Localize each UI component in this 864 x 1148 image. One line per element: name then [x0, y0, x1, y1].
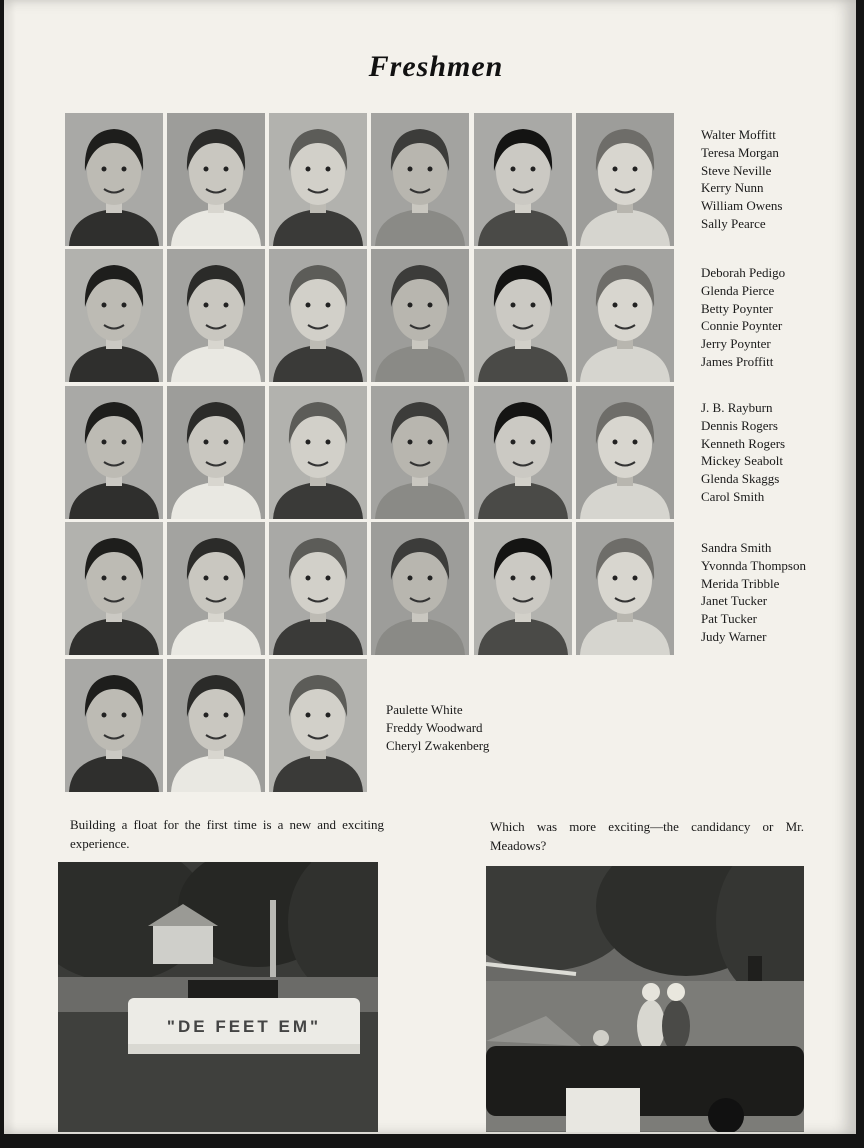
- student-portrait: [474, 113, 572, 246]
- name-item: Judy Warner: [701, 628, 767, 644]
- name-item: Glenda Pierce: [701, 282, 775, 298]
- name-list-row-3: [701, 399, 785, 506]
- student-portrait: [167, 522, 265, 655]
- student-portrait: [269, 249, 367, 382]
- student-portrait: [65, 249, 163, 382]
- student-portrait: [65, 522, 163, 655]
- student-portrait: [371, 522, 469, 655]
- name-item: William Owens: [701, 198, 783, 214]
- name-item: Jerry Poynter: [701, 336, 771, 352]
- student-portrait: [269, 386, 367, 519]
- name-item: Freddy Woodward: [386, 719, 483, 735]
- name-item: Sally Pearce: [701, 215, 766, 231]
- student-portrait: [167, 659, 265, 792]
- name-item: Mickey Seabolt: [701, 453, 783, 469]
- name-item: Janet Tucker: [701, 593, 768, 609]
- name-item: Paulette White: [386, 702, 463, 717]
- student-portrait: [65, 386, 163, 519]
- student-portrait: [474, 386, 572, 519]
- name-list-row-5: [386, 701, 489, 754]
- student-portrait: [269, 113, 367, 246]
- name-item: Sandra Smith: [701, 540, 772, 555]
- name-list-row-1: [701, 126, 782, 233]
- student-portrait: [269, 659, 367, 792]
- student-portrait: [269, 522, 367, 655]
- student-portrait: [474, 249, 572, 382]
- student-portrait: [576, 522, 674, 655]
- student-portrait: [371, 386, 469, 519]
- name-item: Kerry Nunn: [701, 180, 764, 196]
- float-sign-text: "DE FEET EM": [166, 1017, 322, 1036]
- name-item: J. B. Rayburn: [701, 400, 773, 415]
- name-item: Kenneth Rogers: [701, 435, 786, 451]
- student-portrait: [371, 249, 469, 382]
- name-item: Steve Neville: [701, 162, 772, 178]
- student-portrait: [167, 386, 265, 519]
- student-portrait: [576, 386, 674, 519]
- student-portrait: [65, 659, 163, 792]
- page-title: Freshmen: [368, 50, 504, 83]
- caption-float: Building a float for the first time is a new and exciting experience.: [70, 817, 384, 851]
- name-item: Merida Tribble: [701, 575, 780, 591]
- name-item: Betty Poynter: [701, 300, 773, 316]
- name-item: Pat Tucker: [701, 611, 757, 627]
- student-portrait: [65, 113, 163, 246]
- name-item: Carol Smith: [701, 488, 765, 504]
- name-item: James Proffitt: [701, 353, 774, 369]
- student-portrait: [167, 249, 265, 382]
- name-item: Deborah Pedigo: [701, 265, 786, 280]
- name-item: Yvonnda Thompson: [701, 557, 806, 573]
- name-list-row-4: [701, 539, 806, 646]
- name-list-row-2: [701, 264, 785, 371]
- float-photo: [58, 862, 378, 1132]
- name-item: Glenda Skaggs: [701, 471, 780, 487]
- name-item: Teresa Morgan: [701, 144, 779, 160]
- name-item: Walter Moffitt: [701, 127, 776, 142]
- caption-candidacy: Which was more exciting—the candidancy or Mr. Meadows?: [490, 819, 804, 853]
- student-portrait: [371, 113, 469, 246]
- name-item: Dennis Rogers: [701, 417, 778, 433]
- student-portrait: [576, 113, 674, 246]
- student-portrait: [576, 249, 674, 382]
- name-item: Cheryl Zwakenberg: [386, 737, 490, 753]
- convertible-photo: [486, 866, 804, 1132]
- name-item: Connie Poynter: [701, 318, 783, 334]
- student-portrait: [474, 522, 572, 655]
- student-portrait: [167, 113, 265, 246]
